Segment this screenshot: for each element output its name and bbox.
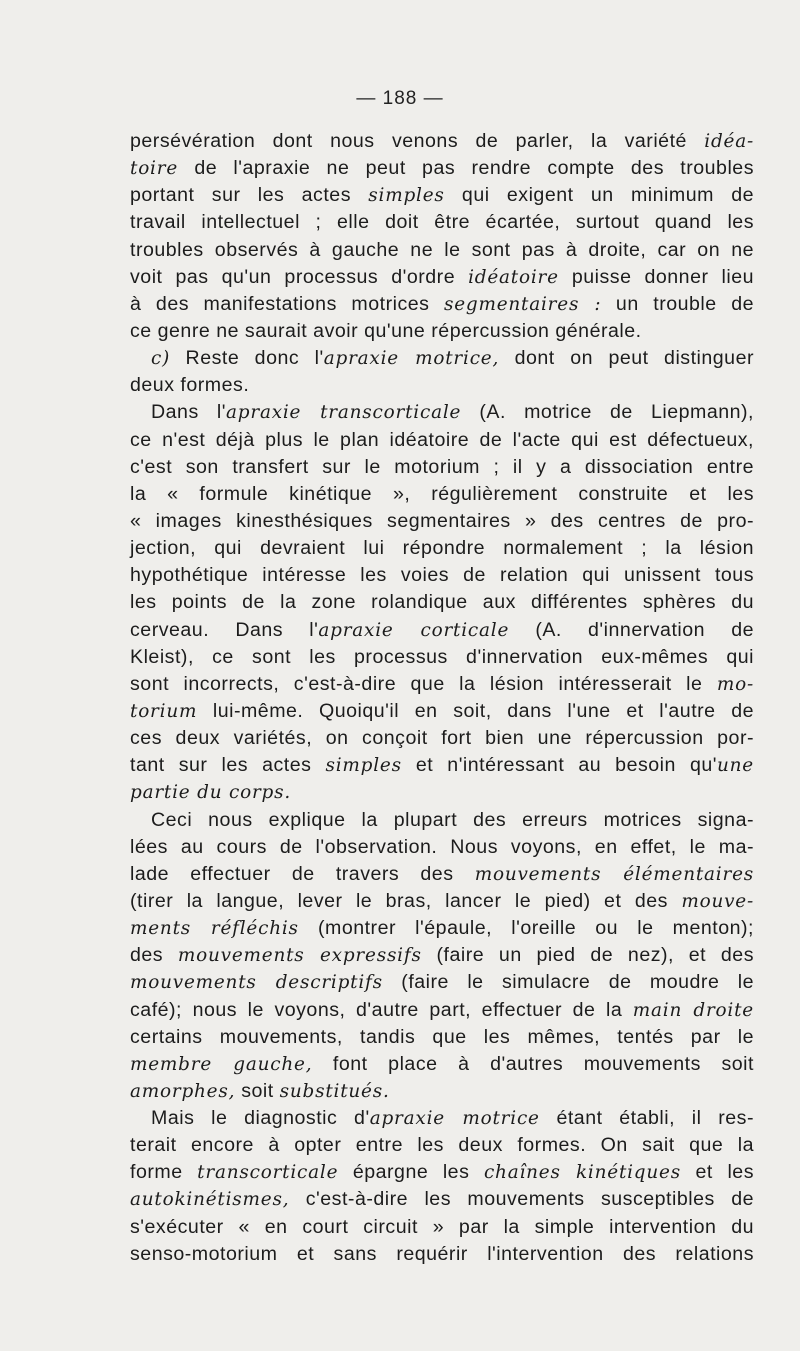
text-run: (A. d'innervation de	[509, 618, 755, 641]
text-run: lade effectuer de travers des	[130, 862, 475, 885]
italic-text: autokinétismes,	[130, 1189, 290, 1211]
text-run: de l'apraxie ne peut pas rendre compte des troubles	[178, 157, 754, 180]
text-run: épargne les	[338, 1161, 484, 1184]
text-run: Reste donc l'	[170, 347, 324, 370]
text-run: troubles observés à gauche ne le sont pas à droite, car on ne	[130, 238, 754, 261]
text-run: forme	[130, 1161, 198, 1184]
text-run: les points de la zone rolandique aux différentes sphères du	[130, 591, 754, 614]
italic-text: mouvements descriptifs	[130, 972, 383, 994]
italic-text: substitués.	[279, 1080, 390, 1102]
italic-text: apraxie motrice	[369, 1108, 540, 1130]
text-line	[130, 318, 754, 345]
text-line	[130, 1214, 754, 1241]
text-line	[130, 1159, 754, 1186]
italic-text: apraxie transcorticale	[226, 402, 462, 424]
text-line	[130, 589, 754, 616]
text-line	[130, 399, 754, 426]
text-run: (faire le simulacre de moudre le	[382, 971, 754, 994]
body-text	[130, 128, 754, 1268]
text-run: hypothétique intéresse les voies de relation qui unissent tous	[130, 564, 754, 587]
text-run: c'est son transfert sur le motorium ; il y a dissociation entre	[130, 455, 754, 478]
text-line	[130, 535, 754, 562]
text-line	[130, 969, 754, 996]
text-run: font place à d'autres mouvements soit	[312, 1052, 754, 1075]
italic-text: main droite	[632, 999, 754, 1021]
text-line	[130, 155, 754, 182]
text-run: jection, qui devraient lui répondre normalement ; la lésion	[130, 537, 754, 560]
text-run: la « formule kinétique », régulièrement construite et les	[130, 482, 754, 505]
text-line	[130, 834, 754, 861]
page-number: — 188 —	[356, 88, 444, 109]
text-line	[130, 291, 754, 318]
text-run: Kleist), ce sont les processus d'innervation eux-mêmes qui	[130, 645, 754, 668]
text-line	[130, 182, 754, 209]
text-run: à des manifestations motrices	[130, 292, 444, 315]
text-run: Ceci nous explique la plupart des erreurs motrices signa-	[151, 808, 754, 831]
text-run: Mais le diagnostic d'	[151, 1107, 370, 1130]
text-run: certains mouvements, tandis que les mêmes, tentés par le	[130, 1025, 754, 1048]
text-line	[130, 1241, 754, 1268]
italic-text: chaînes kinétiques	[483, 1162, 681, 1184]
text-run: « images kinesthésiques segmentaires » des centres de pro-	[130, 509, 754, 532]
text-run: tant sur les actes	[130, 754, 326, 777]
text-line	[130, 562, 754, 589]
text-run: et les	[680, 1161, 754, 1184]
italic-text: simples	[325, 755, 402, 777]
text-run: et n'intéressant au besoin qu'	[401, 754, 718, 777]
italic-text: mouvements expressifs	[177, 945, 422, 967]
text-run: travail intellectuel ; elle doit être écartée, surtout quand les	[130, 211, 754, 234]
text-line	[130, 209, 754, 236]
text-run: qui exigent un minimum de	[444, 184, 755, 207]
text-run: lées au cours de l'observation. Nous voyons, en effet, le ma-	[130, 835, 754, 858]
italic-text: idéa-	[704, 131, 754, 152]
text-line	[130, 888, 754, 915]
italic-text: amorphes,	[130, 1080, 236, 1102]
text-run: café); nous le voyons, d'autre part, effectuer de la	[130, 998, 633, 1021]
text-line	[130, 644, 754, 671]
text-run: ces deux variétés, on conçoit fort bien une répercussion por-	[130, 727, 754, 750]
text-run: un trouble de	[601, 292, 754, 315]
text-run: terait encore à opter entre les deux formes. On sait que la	[130, 1134, 754, 1157]
text-run: cerveau. Dans l'	[130, 618, 319, 641]
italic-text: mouve-	[681, 890, 754, 912]
text-line	[130, 779, 754, 806]
text-line	[130, 454, 754, 481]
text-run: deux formes.	[130, 374, 250, 397]
text-run: sont incorrects, c'est-à-dire que la lésion intéresserait le	[130, 672, 717, 695]
text-run: Dans l'	[151, 401, 227, 424]
italic-text: partie du corps.	[130, 782, 292, 804]
text-line	[130, 671, 754, 698]
text-line	[130, 508, 754, 535]
text-line	[130, 942, 754, 969]
text-line	[130, 345, 754, 372]
italic-text: une	[717, 755, 754, 777]
italic-text: idéatoire	[468, 266, 559, 288]
italic-text: membre gauche,	[130, 1053, 313, 1075]
text-line	[130, 752, 754, 779]
text-run: senso-motorium et sans requérir l'intervention des relations	[130, 1242, 754, 1265]
text-run: (tirer la langue, lever le bras, lancer le pied) et des	[130, 889, 682, 912]
text-run: ce n'est déjà plus le plan idéatoire de l'acte qui est défectueux,	[130, 428, 754, 451]
text-line	[130, 997, 754, 1024]
italic-text: torium	[130, 700, 198, 722]
text-line	[130, 725, 754, 752]
italic-text: c)	[151, 348, 171, 370]
text-line	[130, 1051, 754, 1078]
text-line	[130, 807, 754, 834]
italic-text: toire	[130, 158, 179, 180]
italic-text: transcorticale	[197, 1162, 339, 1184]
text-run: ce genre ne saurait avoir qu'une répercussion générale.	[130, 319, 642, 342]
italic-text: simples	[368, 185, 445, 207]
text-line	[130, 1132, 754, 1159]
italic-text: segmentaires :	[443, 293, 602, 315]
text-run: voit pas qu'un processus d'ordre	[130, 265, 469, 288]
text-run: (montrer l'épaule, l'oreille ou le menton);	[298, 917, 754, 940]
italic-text: mo-	[716, 673, 754, 695]
text-run: dont on peut distinguer	[499, 347, 754, 370]
text-line	[130, 698, 754, 725]
text-line	[130, 1105, 754, 1132]
text-line	[130, 861, 754, 888]
text-line	[130, 427, 754, 454]
text-run: c'est-à-dire les mouvements susceptibles de	[289, 1188, 754, 1211]
text-run: étant établi, il res-	[539, 1107, 754, 1130]
text-line	[130, 128, 754, 155]
italic-text: apraxie corticale	[318, 619, 510, 641]
text-run: (A. motrice de Liepmann),	[461, 401, 755, 424]
text-line	[130, 1024, 754, 1051]
text-run: portant sur les actes	[130, 184, 369, 207]
text-run: s'exécuter « en court circuit » par la simple intervention du	[130, 1215, 754, 1238]
text-line	[130, 237, 754, 264]
italic-text: mouvements élémentaires	[474, 863, 754, 885]
text-run: des	[130, 944, 178, 967]
text-run: lui-même. Quoiqu'il en soit, dans l'une et l'autre de	[197, 699, 754, 722]
text-run: (faire un pied de nez), et des	[421, 944, 754, 967]
text-line	[130, 1078, 754, 1105]
italic-text: ments réfléchis	[130, 918, 299, 940]
text-line	[130, 1186, 754, 1213]
italic-text: apraxie motrice,	[323, 348, 500, 370]
text-line	[130, 915, 754, 942]
text-run: persévération dont nous venons de parler, la variété	[130, 130, 705, 152]
text-line	[130, 264, 754, 291]
text-line	[130, 617, 754, 644]
text-line	[130, 481, 754, 508]
text-run: puisse donner lieu	[558, 265, 754, 288]
text-run: soit	[235, 1079, 280, 1102]
text-line	[130, 372, 754, 399]
